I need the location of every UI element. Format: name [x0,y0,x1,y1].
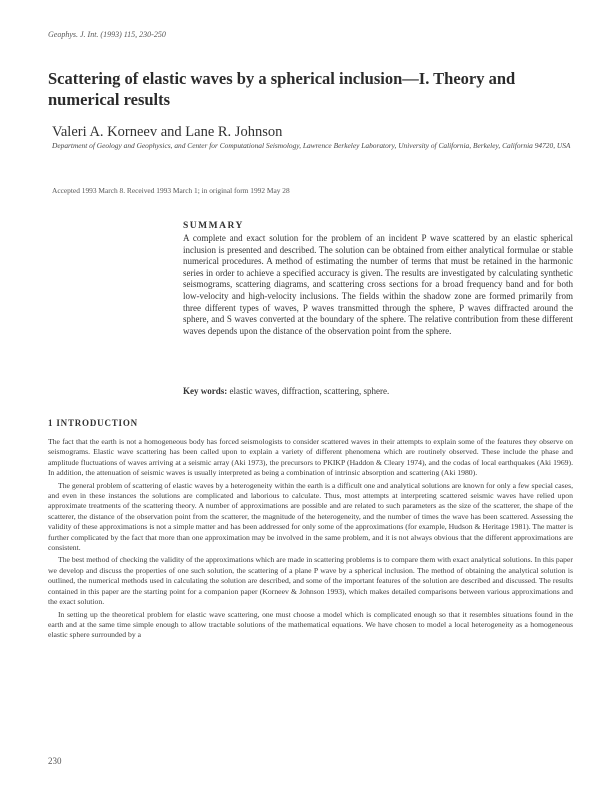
page-number: 230 [48,756,62,766]
received-dates: Accepted 1993 March 8. Received 1993 March 1; in original form 1992 May 28 [52,186,290,195]
summary-text: A complete and exact solution for the problem of an incident P wave scattered by an elastic spherical inclusion is presented and described. The solution can be obtained from either analytical formulae or stable numerical procedures. A method of estimating the number of terms that must be retained in the harmonic series in order to achieve a specified accuracy is given. The results are investigated by calculating synthetic seismograms, scattering diagrams, and scattering cross sections for a broad frequency band and for both low-velocity and high-velocity inclusions. The fields within the shadow zone are formed primarily from three different types of waves, P waves transmitted through the sphere, P waves diffracted around the sphere, and S waves converted at the boundary of the sphere. The relative contribution from these different waves depends upon the distance of the observation point from the sphere. [183,233,573,336]
paragraph: The general problem of scattering of elastic waves by a heterogeneity within the earth is a difficult one and analytical solutions are known for only a few special cases, and even in these instances the solutions are complicated and laborious to calculate. Thus, most attempts at interpreting scattered seismic waves have relied upon approximate treatments of the scattering theory. A number of approximations are possible and are related to such parameters as the size of the scatterer, the shape of the scatterer, the distance of the observation point from the scatterer, the magnitude of the heterogeneity, and the number of times the wave has been scattered. Assessing the validity of these approximations is not a simple matter and has been addressed for only some of the approximations (for example, Hudson & Heritage 1981). The matter is further complicated by the fact that more than one approximation may be involved in the same problem, and it is not always obvious that the different approximations are consistent. [48,480,573,553]
body-text [48,437,573,643]
running-head: Geophys. J. Int. (1993) 115, 230-250 [48,30,166,39]
paragraph: The fact that the earth is not a homogeneous body has forced seismologists to consider scattered waves in their attempts to explain some of the features they observe on seismograms. Elastic wave scattering has been called upon to explain a variety of different phenomena which are routinely observed. These include the phase and amplitude fluctuations of waves arriving at a seismic array (Aki 1973), the precursors to PKIKP (Haddon & Cleary 1974), and the codas of local earthquakes (Aki 1969). In addition, the attenuation of seismic waves is usually interpreted as being a combination of intrinsic absorption and scattering (Aki 1980). [48,437,573,478]
affiliation: Department of Geology and Geophysics, and Center for Computational Seismology, Lawrence Berkeley Laboratory, University of California, Berkeley, California 94720, USA [52,141,571,150]
keywords [183,386,573,396]
paragraph: In setting up the theoretical problem for elastic wave scattering, one must choose a model which is complicated enough so that it resembles situations found in the earth and at the same time simple enough to allow tractable solutions of the mathematical equations. We have chosen to model a local heterogeneity as a homogeneous elastic sphere surrounded by a [48,609,573,640]
authors: Valeri A. Korneev and Lane R. Johnson [52,124,283,140]
keywords-list: elastic waves, diffraction, scattering, sphere. [229,386,390,396]
paragraph: The best method of checking the validity of the approximations which are made in scattering problems is to compare them with exact analytical solutions. In this paper we develop and discuss the properties of one such solution, the scattering of a plane P wave by a spherical inclusion. The method of obtaining the analytical solution is outlined, the numerical methods used in calculating the solution are described, and some of the important features of the solution are described and discussed. The results contained in this paper are the starting point for a companion paper (Korneev & Johnson 1993), which makes detailed comparisons between various approximations and the exact solution. [48,555,573,607]
keywords-label: Key words: [183,386,228,396]
paper-title: Scattering of elastic waves by a spherical inclusion—I. Theory and numerical results [48,69,516,109]
summary-heading: SUMMARY [183,221,244,231]
section-heading-introduction: 1 INTRODUCTION [48,418,138,428]
